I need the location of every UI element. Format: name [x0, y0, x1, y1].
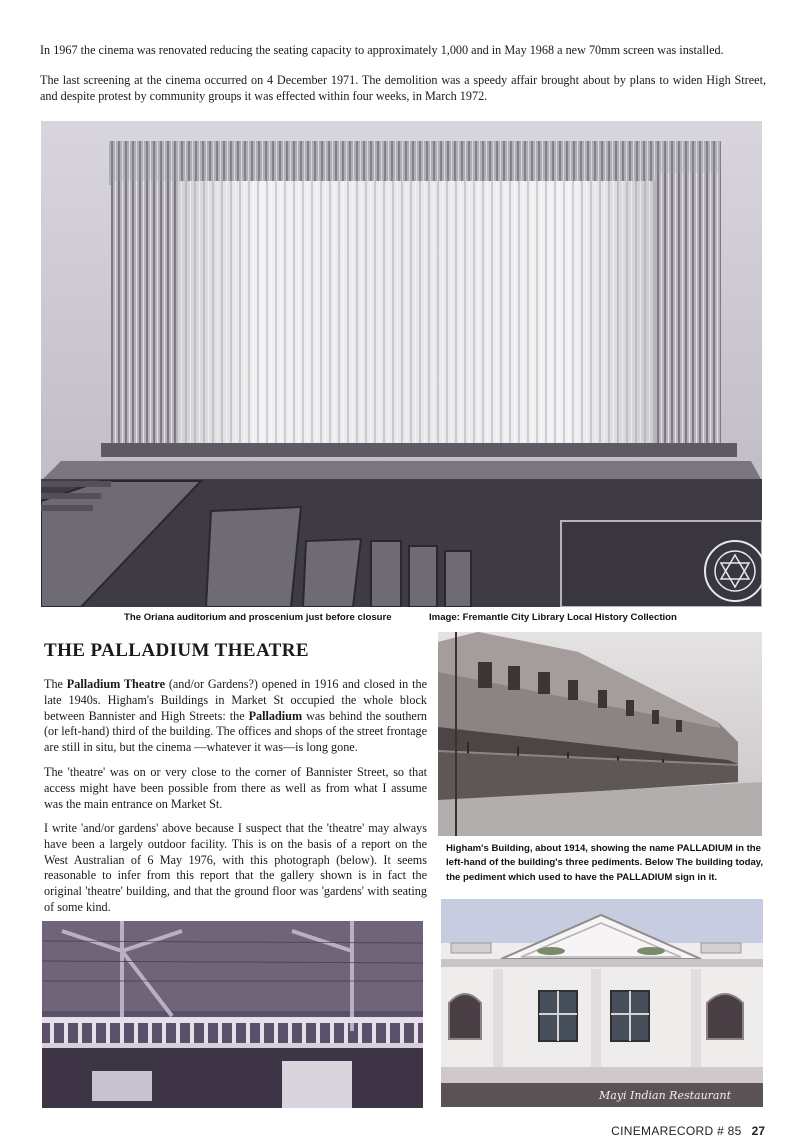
- bold-palladium-theatre: Palladium Theatre: [66, 677, 165, 691]
- intro-paragraph-demolition: The last screening at the cinema occurred on 4 December 1971. The demolition was a speedy affair brought about by plans to widen High Street, and despite protest by community groups it was effected within four weeks, in March 1972.: [40, 73, 766, 103]
- main-photo-caption: The Oriana auditorium and proscenium just before closure: [124, 612, 392, 623]
- building-today-photo: [441, 899, 763, 1107]
- highams-building-1914-photo: [438, 632, 762, 836]
- restaurant-sign-text: Mayi Indian Restaurant: [599, 1089, 731, 1102]
- bold-palladium: Palladium: [248, 708, 303, 723]
- palladium-paragraph-location: The 'theatre' was on or very close to the corner of Bannister Street, so that access might have been possible from there as well as from what I assume was the main entrance on Market St.: [44, 765, 427, 811]
- building-photo-caption: Higham's Building, about 1914, showing the name PALLADIUM in the left-hand of the building's three pediments. Below The building today, the pediment which used to have the PALLADIUM sign in it.: [446, 843, 764, 883]
- palladium-paragraph-history: The Palladium Theatre (and/or Gardens?) opened in 1916 and closed in the late 1940s. Higham's Buildings in Market St occupied the whole block between Bannister and High Streets: the Palladium was behind the southern (or left-hand) third of the building. The offices and shops of the street frontage are still in situ, but the cinema —whatever it was—is long gone.: [44, 677, 428, 755]
- palladium-paragraph-gardens: I write 'and/or gardens' above because I suspect that the 'theatre' may always have been a largely outdoor facility. This is on the basis of a report on the West Australian of 6 May 1976, with this photograph (below). It seems reasonable to infer from this report that the gallery shown is in fact the original 'theatre' building, and that the ground floor was 'gardens' with seating of some kind.: [44, 821, 427, 914]
- magazine-title: CINEMARECORD # 85: [611, 1124, 742, 1138]
- main-photo-credit: Image: Fremantle City Library Local History Collection: [429, 612, 677, 623]
- oriana-auditorium-photo: [41, 121, 762, 607]
- page-footer: [611, 1124, 765, 1138]
- intro-paragraph-renovation: In 1967 the cinema was renovated reducing the seating capacity to approximately 1,000 and in May 1968 a new 70mm screen was installed.: [40, 43, 724, 57]
- page-number: 27: [751, 1124, 765, 1138]
- section-heading: THE PALLADIUM THEATRE: [44, 640, 309, 661]
- palladium-gallery-photo: [42, 921, 423, 1108]
